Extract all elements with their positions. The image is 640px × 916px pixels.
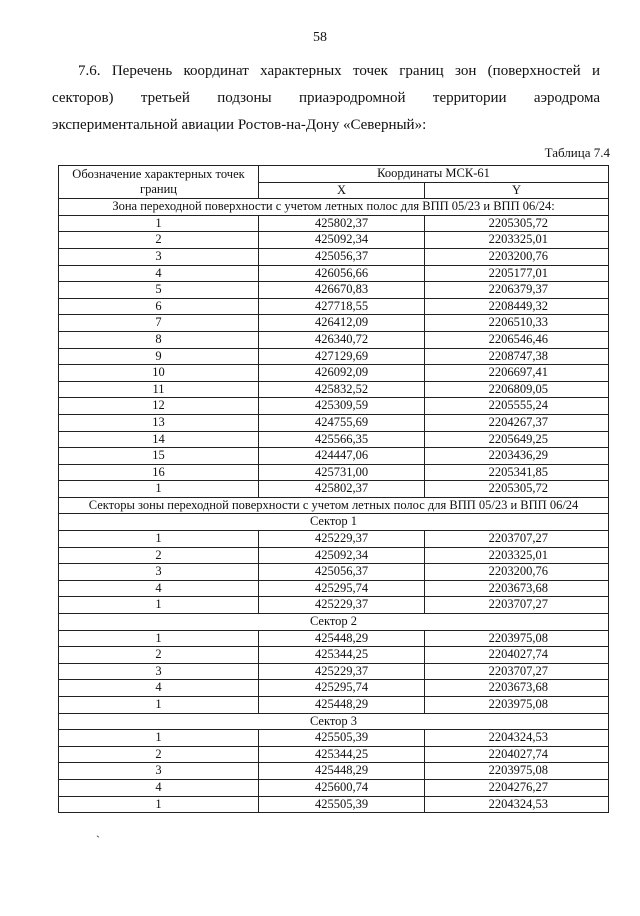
- table-row: [59, 763, 609, 780]
- y-coordinate-cell: 2205305,72: [425, 481, 609, 498]
- x-coordinate-cell: 426340,72: [259, 331, 425, 348]
- y-coordinate-cell: 2203707,27: [425, 663, 609, 680]
- x-coordinate-cell: 424755,69: [259, 414, 425, 431]
- table-row: [59, 746, 609, 763]
- x-coordinate-cell: 425344,25: [259, 746, 425, 763]
- point-number-cell: 3: [59, 663, 259, 680]
- y-coordinate-cell: 2204324,53: [425, 730, 609, 747]
- point-number-cell: 4: [59, 779, 259, 796]
- table-row: [59, 564, 609, 581]
- sectors-title-row-label: Секторы зоны переходной поверхности с учетом летных полос для ВПП 05/23 и ВПП 06/24: [59, 497, 609, 514]
- y-coordinate-cell: 2208747,38: [425, 348, 609, 365]
- x-coordinate-cell: 425448,29: [259, 697, 425, 714]
- table-row: [59, 365, 609, 382]
- y-coordinate-cell: 2206809,05: [425, 381, 609, 398]
- point-number-cell: 2: [59, 647, 259, 664]
- table-row: [59, 232, 609, 249]
- y-coordinate-cell: 2204267,37: [425, 414, 609, 431]
- table-row: [59, 331, 609, 348]
- table-row: [59, 730, 609, 747]
- x-coordinate-cell: 426412,09: [259, 315, 425, 332]
- x-coordinate-cell: 424447,06: [259, 448, 425, 465]
- header-x: X: [259, 182, 425, 199]
- y-coordinate-cell: 2204027,74: [425, 647, 609, 664]
- y-coordinate-cell: 2203707,27: [425, 597, 609, 614]
- x-coordinate-cell: 425344,25: [259, 647, 425, 664]
- y-coordinate-cell: 2203325,01: [425, 232, 609, 249]
- point-number-cell: 4: [59, 680, 259, 697]
- x-coordinate-cell: 425309,59: [259, 398, 425, 415]
- zone-title-row-label: Зона переходной поверхности с учетом летных полос для ВПП 05/23 и ВПП 06/24:: [59, 199, 609, 216]
- table-row: [59, 381, 609, 398]
- point-number-cell: 16: [59, 464, 259, 481]
- x-coordinate-cell: 425229,37: [259, 531, 425, 548]
- y-coordinate-cell: 2203975,08: [425, 697, 609, 714]
- point-number-cell: 1: [59, 796, 259, 813]
- intro-text: Перечень координат характерных точек границ зон (поверхностей и секторов) третьей подзоны приаэродромной территории аэродрома экспериментальной авиации Ростов-на-Дону «Северный»:: [52, 63, 600, 133]
- table-row: [59, 414, 609, 431]
- table-row: [59, 431, 609, 448]
- table-row: [59, 663, 609, 680]
- table-row: [59, 597, 609, 614]
- x-coordinate-cell: 425802,37: [259, 481, 425, 498]
- y-coordinate-cell: 2206546,46: [425, 331, 609, 348]
- point-number-cell: 3: [59, 248, 259, 265]
- y-coordinate-cell: 2204027,74: [425, 746, 609, 763]
- x-coordinate-cell: 425448,29: [259, 630, 425, 647]
- table-row: [59, 630, 609, 647]
- table-row: [59, 464, 609, 481]
- y-coordinate-cell: 2205341,85: [425, 464, 609, 481]
- point-number-cell: 3: [59, 564, 259, 581]
- point-number-cell: 1: [59, 531, 259, 548]
- point-number-cell: 6: [59, 298, 259, 315]
- point-number-cell: 15: [59, 448, 259, 465]
- table-row: [59, 796, 609, 813]
- point-number-cell: 11: [59, 381, 259, 398]
- y-coordinate-cell: 2203436,29: [425, 448, 609, 465]
- y-coordinate-cell: 2203975,08: [425, 630, 609, 647]
- table-row: [59, 580, 609, 597]
- x-coordinate-cell: 425295,74: [259, 580, 425, 597]
- coordinates-table: [58, 165, 609, 813]
- y-coordinate-cell: 2206379,37: [425, 282, 609, 299]
- y-coordinate-cell: 2203707,27: [425, 531, 609, 548]
- sector-title-row: [59, 614, 609, 631]
- table-row: [59, 680, 609, 697]
- x-coordinate-cell: 425448,29: [259, 763, 425, 780]
- x-coordinate-cell: 426056,66: [259, 265, 425, 282]
- pen-tick-mark: ˎ: [96, 824, 100, 838]
- x-coordinate-cell: 425229,37: [259, 663, 425, 680]
- point-number-cell: 4: [59, 580, 259, 597]
- table-row: [59, 248, 609, 265]
- y-coordinate-cell: 2203200,76: [425, 248, 609, 265]
- point-number-cell: 1: [59, 597, 259, 614]
- y-coordinate-cell: 2204324,53: [425, 796, 609, 813]
- point-number-cell: 3: [59, 763, 259, 780]
- x-coordinate-cell: 425092,34: [259, 547, 425, 564]
- x-coordinate-cell: 425832,52: [259, 381, 425, 398]
- table-row: [59, 547, 609, 564]
- table-row: [59, 282, 609, 299]
- y-coordinate-cell: 2203975,08: [425, 763, 609, 780]
- table-label: Таблица 7.4: [544, 145, 610, 160]
- x-coordinate-cell: 425092,34: [259, 232, 425, 249]
- point-number-cell: 10: [59, 365, 259, 382]
- table-row: [59, 215, 609, 232]
- point-number-cell: 4: [59, 265, 259, 282]
- point-number-cell: 9: [59, 348, 259, 365]
- table-row: [59, 448, 609, 465]
- sector-title-row-label: Сектор 2: [59, 614, 609, 631]
- point-number-cell: 14: [59, 431, 259, 448]
- x-coordinate-cell: 425056,37: [259, 564, 425, 581]
- y-coordinate-cell: 2203325,01: [425, 547, 609, 564]
- x-coordinate-cell: 425731,00: [259, 464, 425, 481]
- x-coordinate-cell: 427718,55: [259, 298, 425, 315]
- y-coordinate-cell: 2206510,33: [425, 315, 609, 332]
- x-coordinate-cell: 426092,09: [259, 365, 425, 382]
- x-coordinate-cell: 425229,37: [259, 597, 425, 614]
- table-row: [59, 481, 609, 498]
- header-y: Y: [425, 182, 609, 199]
- x-coordinate-cell: 425802,37: [259, 215, 425, 232]
- point-number-cell: 5: [59, 282, 259, 299]
- x-coordinate-cell: 425056,37: [259, 248, 425, 265]
- x-coordinate-cell: 425295,74: [259, 680, 425, 697]
- point-number-cell: 13: [59, 414, 259, 431]
- x-coordinate-cell: 425600,74: [259, 779, 425, 796]
- y-coordinate-cell: 2205649,25: [425, 431, 609, 448]
- y-coordinate-cell: 2204276,27: [425, 779, 609, 796]
- table-body: [59, 199, 609, 813]
- point-number-cell: 8: [59, 331, 259, 348]
- sector-title-row: [59, 514, 609, 531]
- y-coordinate-cell: 2203673,68: [425, 580, 609, 597]
- point-number-cell: 1: [59, 730, 259, 747]
- point-number-cell: 7: [59, 315, 259, 332]
- zone-title-row: [59, 199, 609, 216]
- sector-title-row: [59, 713, 609, 730]
- table-row: [59, 779, 609, 796]
- x-coordinate-cell: 427129,69: [259, 348, 425, 365]
- y-coordinate-cell: 2205555,24: [425, 398, 609, 415]
- point-number-cell: 1: [59, 215, 259, 232]
- x-coordinate-cell: 425505,39: [259, 796, 425, 813]
- table-row: [59, 398, 609, 415]
- intro-number: 7.6.: [78, 63, 101, 79]
- point-number-cell: 1: [59, 630, 259, 647]
- point-number-cell: 12: [59, 398, 259, 415]
- point-number-cell: 1: [59, 481, 259, 498]
- sectors-title-row: [59, 497, 609, 514]
- header-coordinates: Координаты МСК-61: [259, 166, 609, 183]
- table-row: [59, 697, 609, 714]
- table-row: [59, 298, 609, 315]
- table-row: [59, 647, 609, 664]
- point-number-cell: 2: [59, 232, 259, 249]
- y-coordinate-cell: 2208449,32: [425, 298, 609, 315]
- y-coordinate-cell: 2205305,72: [425, 215, 609, 232]
- table-row: [59, 265, 609, 282]
- header-designation: Обозначение характерных точек границ: [59, 166, 259, 199]
- intro-paragraph: [52, 58, 600, 139]
- sector-title-row-label: Сектор 3: [59, 713, 609, 730]
- sector-title-row-label: Сектор 1: [59, 514, 609, 531]
- table-row: [59, 348, 609, 365]
- y-coordinate-cell: 2206697,41: [425, 365, 609, 382]
- point-number-cell: 1: [59, 697, 259, 714]
- page-number: 58: [313, 30, 327, 45]
- y-coordinate-cell: 2205177,01: [425, 265, 609, 282]
- x-coordinate-cell: 425505,39: [259, 730, 425, 747]
- x-coordinate-cell: 425566,35: [259, 431, 425, 448]
- point-number-cell: 2: [59, 746, 259, 763]
- x-coordinate-cell: 426670,83: [259, 282, 425, 299]
- y-coordinate-cell: 2203673,68: [425, 680, 609, 697]
- point-number-cell: 2: [59, 547, 259, 564]
- table-row: [59, 315, 609, 332]
- y-coordinate-cell: 2203200,76: [425, 564, 609, 581]
- table-row: [59, 531, 609, 548]
